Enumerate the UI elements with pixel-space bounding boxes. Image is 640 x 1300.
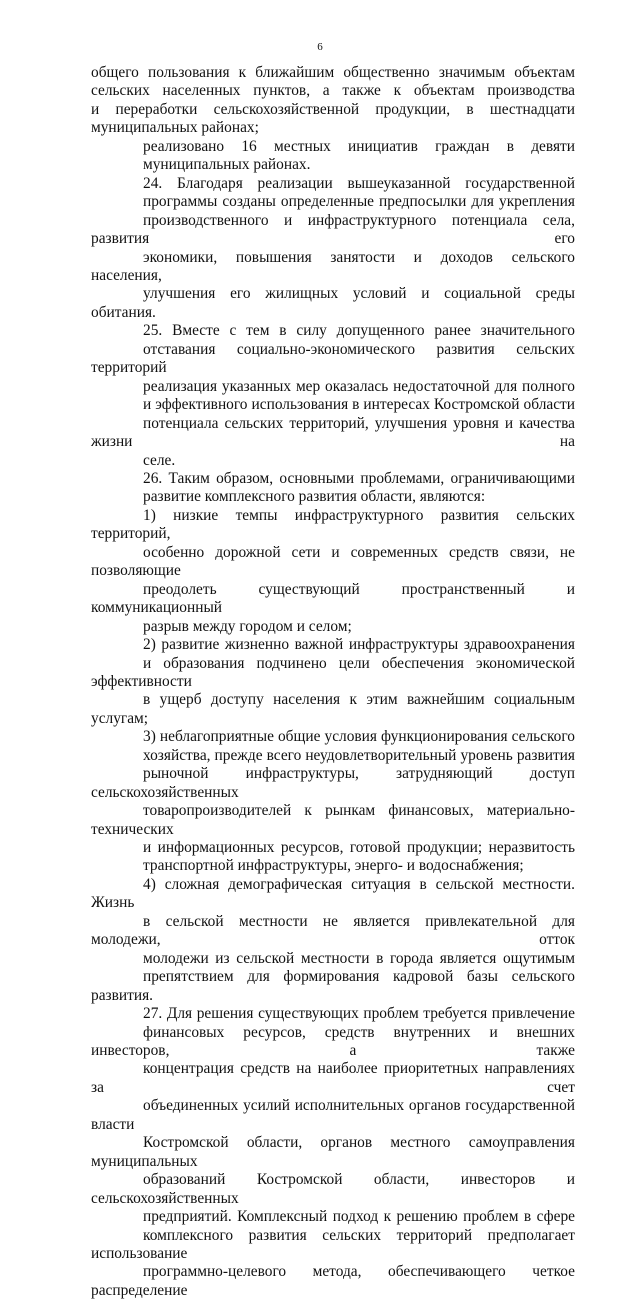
text-line: развитие комплексного развития области, являются: (143, 488, 486, 506)
text-line: 2) развитие жизненно важной инфраструктуры здравоохранения (143, 636, 575, 654)
text-line: Костромской области, органов местного самоуправления муниципальных (91, 1134, 575, 1170)
list-item-1 (91, 507, 575, 636)
text-line: улучшения его жилищных условий и социальной среды обитания. (91, 285, 575, 321)
text-line: разрыв между городом и селом; (143, 617, 352, 635)
text-line: отставания социально-экономического развития сельских территорий (91, 340, 575, 377)
text-line: концентрация средств на наиболее приоритетных направлениях за счет (91, 1060, 575, 1096)
text-line: финансовых ресурсов, средств внутренних и внешних инвесторов, а также (91, 1023, 575, 1060)
page-number: 6 (317, 41, 323, 53)
text-line: транспортной инфраструктуры, энерго- и водоснабжения; (143, 857, 524, 875)
text-line: реализовано 16 местных инициатив граждан в девяти (143, 137, 575, 155)
text-line: предприятий. Комплексный подход к решению проблем в сфере (143, 1208, 575, 1226)
text-line: молодежи из сельской местности в города является ощутимым (143, 949, 575, 967)
text-line: селе. (143, 451, 176, 469)
text-line: хозяйства, прежде всего неудовлетворительный уровень развития (143, 746, 575, 764)
text-line: общего пользования к ближайшим общественно значимым объектам (91, 64, 575, 81)
text-line: потенциала сельских территорий, улучшения уровня и качества жизни на (91, 414, 575, 451)
text-line: производственного и инфраструктурного потенциала села, развития его (91, 211, 575, 248)
text-line: 24. Благодаря реализации вышеуказанной государственной (143, 174, 575, 192)
text-line: особенно дорожной сети и современных средств связи, не позволяющие (91, 543, 575, 580)
text-line: 26. Таким образом, основными проблемами, ограничивающими (143, 469, 575, 487)
list-item-2 (91, 636, 575, 728)
paragraph-continuation (91, 64, 575, 138)
text-line: в ущерб доступу населения к этим важнейшим социальным услугам; (91, 691, 575, 727)
text-line: 25. Вместе с тем в силу допущенного ранее значительного (143, 322, 575, 340)
text-line: программно-целевого метода, обеспечивающего четкое распределение (91, 1263, 575, 1299)
text-line: 27. Для решения существующих проблем требуется привлечение (143, 1005, 575, 1023)
text-line: товаропроизводителей к рынкам финансовых, материально-технических (91, 802, 575, 838)
text-line: программы созданы определенные предпосылки для укрепления (143, 193, 575, 211)
text-line: и переработки сельскохозяйственной продукции, в шестнадцати (91, 100, 575, 118)
text-line: 1) низкие темпы инфраструктурного развития сельских территорий, (91, 506, 575, 543)
paragraph-26 (91, 470, 575, 507)
paragraph-27 (91, 1005, 575, 1300)
text-line: 4) сложная демографическая ситуация в сельской местности. Жизнь (91, 875, 575, 912)
paragraph-25 (91, 322, 575, 470)
text-line: комплексного развития сельских территорий предполагает использование (91, 1226, 575, 1262)
text-line: и эффективного использования в интересах Костромской области (143, 396, 575, 414)
text-line: реализация указанных мер оказалась недостаточной для полного (143, 377, 575, 395)
text-line: муниципальных районах; (91, 119, 259, 137)
text-line: 3) неблагоприятные общие условия функционирования сельского (143, 728, 575, 746)
document-text (91, 64, 575, 1300)
text-line: экономики, повышения занятости и доходов сельского населения, (91, 248, 575, 284)
paragraph-initiatives (91, 138, 575, 175)
text-line: образований Костромской области, инвесторов и сельскохозяйственных (91, 1171, 575, 1207)
text-line: муниципальных районах. (143, 156, 311, 174)
text-line: и информационных ресурсов, готовой продукции; неразвитость (143, 839, 575, 857)
text-line: препятствием для формирования кадровой базы сельского развития. (91, 968, 575, 1004)
text-line: сельских населенных пунктов, а также к объектам производства (91, 82, 575, 100)
text-line: и образования подчинено цели обеспечения экономической эффективности (91, 654, 575, 690)
list-item-3 (91, 728, 575, 876)
text-line: преодолеть существующий пространственный и коммуникационный (91, 580, 575, 617)
list-item-4 (91, 876, 575, 1005)
text-line: объединенных усилий исполнительных органов государственной власти (91, 1097, 575, 1133)
text-line: рыночной инфраструктуры, затрудняющий доступ сельскохозяйственных (91, 765, 575, 801)
paragraph-24 (91, 175, 575, 323)
text-line: в сельской местности не является привлекательной для молодежи, отток (91, 912, 575, 949)
